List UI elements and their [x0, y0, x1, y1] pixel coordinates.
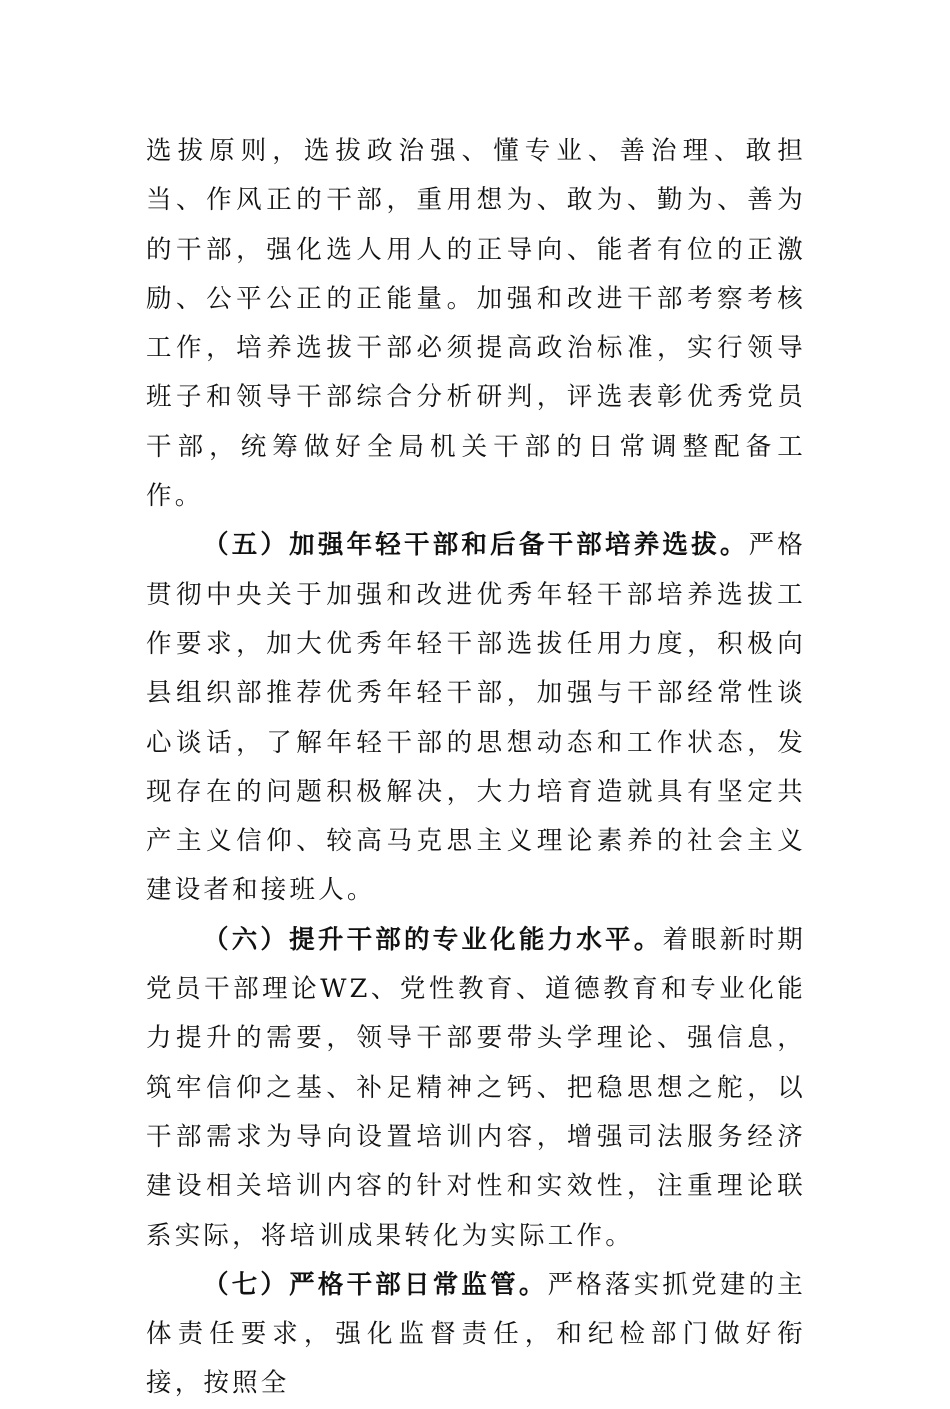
document-body: [146, 127, 806, 1409]
paragraph-body: 着眼新时期党员干部理论WZ、党性教育、道德教育和专业化能力提升的需要，领导干部要带头学理论、强信息，筑牢信仰之基、补足精神之钙、把稳思想之舵，以干部需求为导向设置培训内容，增强司法服务经济建设相关培训内容的针对性和实效性，注重理论联系实际，将培训成果转化为实际工作。: [146, 924, 806, 1251]
paragraph-continuation: [146, 127, 806, 521]
section-heading: （七）严格干部日常监管。: [203, 1269, 548, 1300]
paragraph-section-6: [146, 916, 806, 1261]
paragraph-section-7: [146, 1261, 806, 1409]
paragraph-body: 严格贯彻中央关于加强和改进优秀年轻干部培养选拔工作要求，加大优秀年轻干部选拔任用力度，积极向县组织部推荐优秀年轻干部，加强与干部经常性谈心谈话，了解年轻干部的思想动态和工作状态，发现存在的问题积极解决，大力培育造就具有坚定共产主义信仰、较高马克思主义理论素养的社会主义建设者和接班人。: [146, 530, 806, 906]
section-heading: （六）提升干部的专业化能力水平。: [203, 924, 663, 955]
paragraph-body: 选拔原则，选拔政治强、懂专业、善治理、敢担当、作风正的干部，重用想为、敢为、勤为、善为的干部，强化选人用人的正导向、能者有位的正激励、公平公正的正能量。加强和改进干部考察考核工作，培养选拔干部必须提高政治标准，实行领导班子和领导干部综合分析研判，评选表彰优秀党员干部，统筹做好全局机关干部的日常调整配备工作。: [146, 136, 806, 512]
paragraph-section-5: [146, 521, 806, 915]
paragraph-body: 严格落实抓党建的主体责任要求，强化监督责任，和纪检部门做好衔接，按照全: [146, 1269, 806, 1399]
section-heading: （五）加强年轻干部和后备干部培养选拔。: [203, 530, 749, 561]
